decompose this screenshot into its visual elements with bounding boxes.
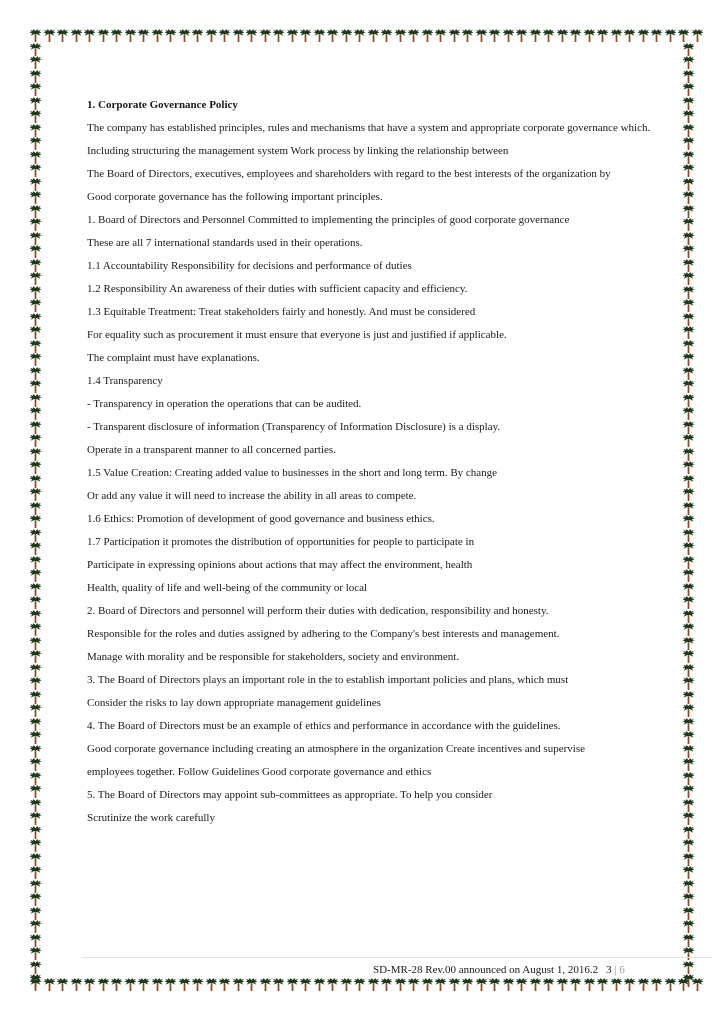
palm-tree-icon <box>502 29 516 43</box>
palm-tree-icon <box>29 515 43 529</box>
palm-tree-icon <box>394 978 408 992</box>
palm-tree-icon <box>178 978 192 992</box>
palm-tree-icon <box>29 151 43 165</box>
palm-tree-icon <box>70 29 84 43</box>
palm-tree-icon <box>29 704 43 718</box>
palm-tree-icon <box>137 29 151 43</box>
body-line: Responsible for the roles and duties assigned by adhering to the Company's best interests and management. <box>87 628 560 640</box>
palm-tree-icon <box>326 29 340 43</box>
footer-divider <box>82 957 712 958</box>
palm-tree-icon <box>29 43 43 57</box>
palm-tree-icon <box>380 29 394 43</box>
palm-tree-icon <box>29 29 43 43</box>
palm-tree-icon <box>56 29 70 43</box>
palm-tree-icon <box>232 978 246 992</box>
palm-tree-icon <box>29 124 43 138</box>
palm-tree-icon <box>29 529 43 543</box>
palm-tree-icon <box>367 29 381 43</box>
body-line: 1.5 Value Creation: Creating added value to businesses in the short and long term. By change <box>87 467 498 479</box>
palm-tree-icon <box>515 978 529 992</box>
palm-tree-icon <box>637 978 651 992</box>
palm-tree-icon <box>556 978 570 992</box>
palm-tree-icon <box>29 799 43 813</box>
palm-tree-icon <box>29 488 43 502</box>
palm-tree-icon <box>29 367 43 381</box>
palm-tree-icon <box>650 29 664 43</box>
palm-tree-icon <box>29 691 43 705</box>
palm-tree-icon <box>623 29 637 43</box>
palm-tree-icon <box>259 978 273 992</box>
palm-tree-icon <box>29 880 43 894</box>
palm-border-top <box>29 29 704 43</box>
palm-tree-icon <box>596 978 610 992</box>
palm-tree-icon <box>29 83 43 97</box>
palm-tree-icon <box>421 978 435 992</box>
palm-tree-icon <box>29 421 43 435</box>
body-line: These are all 7 international standards used in their operations. <box>87 237 363 249</box>
palm-tree-icon <box>29 934 43 948</box>
palm-tree-icon <box>569 29 583 43</box>
body-line: Health, quality of life and well-being of the community or local <box>87 582 368 594</box>
palm-tree-icon <box>29 164 43 178</box>
palm-tree-icon <box>461 978 475 992</box>
palm-tree-icon <box>137 978 151 992</box>
palm-tree-icon <box>29 812 43 826</box>
body-line: 2. Board of Directors and personnel will perform their duties with dedication, responsibility and honesty. <box>87 605 549 617</box>
palm-tree-icon <box>191 29 205 43</box>
palm-tree-icon <box>313 978 327 992</box>
palm-tree-icon <box>299 978 313 992</box>
palm-tree-icon <box>29 191 43 205</box>
body-line: 1.2 Responsibility An awareness of their duties with sufficient capacity and efficiency. <box>87 283 468 295</box>
palm-tree-icon <box>542 978 556 992</box>
body-line: Good corporate governance has the following important principles. <box>87 191 383 203</box>
body-line: 1. Board of Directors and Personnel Committed to implementing the principles of good corporate governance <box>87 214 570 226</box>
palm-tree-icon <box>682 920 696 934</box>
palm-tree-icon <box>682 880 696 894</box>
palm-tree-icon <box>29 907 43 921</box>
palm-tree-icon <box>677 978 691 992</box>
page-number-separator: | <box>614 964 617 976</box>
palm-tree-icon <box>610 978 624 992</box>
body-line: Or add any value it will need to increase the ability in all areas to compete. <box>87 490 417 502</box>
palm-tree-icon <box>664 29 678 43</box>
palm-tree-icon <box>232 29 246 43</box>
palm-tree-icon <box>448 29 462 43</box>
palm-tree-icon <box>151 29 165 43</box>
palm-tree-icon <box>29 434 43 448</box>
body-line: The complaint must have explanations. <box>87 352 260 364</box>
palm-tree-icon <box>43 29 57 43</box>
palm-tree-icon <box>29 218 43 232</box>
palm-tree-icon <box>29 866 43 880</box>
palm-tree-icon <box>29 286 43 300</box>
palm-tree-icon <box>29 556 43 570</box>
palm-tree-icon <box>29 826 43 840</box>
body-line: Consider the risks to lay down appropriate management guidelines <box>87 697 381 709</box>
palm-tree-icon <box>97 29 111 43</box>
palm-tree-icon <box>245 29 259 43</box>
palm-tree-icon <box>97 978 111 992</box>
palm-tree-icon <box>29 178 43 192</box>
palm-tree-icon <box>29 542 43 556</box>
palm-tree-icon <box>394 29 408 43</box>
palm-tree-icon <box>29 569 43 583</box>
palm-tree-icon <box>29 745 43 759</box>
palm-tree-icon <box>110 978 124 992</box>
palm-tree-icon <box>29 394 43 408</box>
page-number-current: 3 <box>606 964 612 976</box>
palm-tree-icon <box>677 29 691 43</box>
palm-tree-icon <box>29 596 43 610</box>
palm-tree-icon <box>461 29 475 43</box>
palm-tree-icon <box>29 448 43 462</box>
palm-tree-icon <box>340 978 354 992</box>
palm-tree-icon <box>205 978 219 992</box>
body-line: - Transparent disclosure of information (Transparency of Information Disclosure) is a display. <box>87 421 501 433</box>
palm-tree-icon <box>205 29 219 43</box>
palm-tree-icon <box>191 978 205 992</box>
palm-tree-icon <box>29 340 43 354</box>
palm-tree-icon <box>29 313 43 327</box>
palm-tree-icon <box>475 29 489 43</box>
palm-tree-icon <box>29 637 43 651</box>
palm-tree-icon <box>164 978 178 992</box>
palm-tree-icon <box>542 29 556 43</box>
palm-tree-icon <box>218 978 232 992</box>
body-line: employees together. Follow Guidelines Good corporate governance and ethics <box>87 766 432 778</box>
body-line: 1.1 Accountability Responsibility for decisions and performance of duties <box>87 260 412 272</box>
palm-tree-icon <box>110 29 124 43</box>
palm-tree-icon <box>682 70 696 84</box>
palm-tree-icon <box>650 978 664 992</box>
palm-tree-icon <box>434 29 448 43</box>
section-heading: 1. Corporate Governance Policy <box>87 99 238 111</box>
palm-tree-icon <box>353 29 367 43</box>
palm-tree-icon <box>83 29 97 43</box>
palm-tree-icon <box>29 718 43 732</box>
palm-tree-icon <box>502 978 516 992</box>
palm-tree-icon <box>124 978 138 992</box>
palm-tree-icon <box>29 947 43 961</box>
palm-tree-icon <box>29 677 43 691</box>
palm-tree-icon <box>515 29 529 43</box>
palm-tree-icon <box>610 29 624 43</box>
palm-tree-icon <box>286 29 300 43</box>
page-number-total: 6 <box>619 964 625 976</box>
palm-tree-icon <box>407 29 421 43</box>
body-line: Scrutinize the work carefully <box>87 812 215 824</box>
document-body <box>87 94 687 830</box>
palm-tree-icon <box>29 772 43 786</box>
palm-tree-icon <box>29 407 43 421</box>
palm-tree-icon <box>682 934 696 948</box>
palm-tree-icon <box>29 839 43 853</box>
palm-tree-icon <box>682 893 696 907</box>
palm-tree-icon <box>637 29 651 43</box>
palm-tree-icon <box>29 978 43 992</box>
body-line: 5. The Board of Directors may appoint sub-committees as appropriate. To help you consider <box>87 789 493 801</box>
palm-tree-icon <box>29 110 43 124</box>
palm-tree-icon <box>488 978 502 992</box>
body-line: 1.7 Participation it promotes the distribution of opportunities for people to participate in <box>87 536 475 548</box>
palm-tree-icon <box>313 29 327 43</box>
palm-tree-icon <box>488 29 502 43</box>
palm-tree-icon <box>682 907 696 921</box>
body-line: 1.6 Ethics: Promotion of development of good governance and business ethics. <box>87 513 435 525</box>
palm-tree-icon <box>682 866 696 880</box>
palm-tree-icon <box>29 785 43 799</box>
page-footer <box>373 963 625 977</box>
body-line: - Transparency in operation the operations that can be audited. <box>87 398 362 410</box>
palm-tree-icon <box>434 978 448 992</box>
palm-tree-icon <box>407 978 421 992</box>
palm-tree-icon <box>664 978 678 992</box>
palm-tree-icon <box>29 245 43 259</box>
palm-tree-icon <box>529 978 543 992</box>
palm-tree-icon <box>29 664 43 678</box>
palm-tree-icon <box>29 299 43 313</box>
palm-tree-icon <box>380 978 394 992</box>
body-line: 1.4 Transparency <box>87 375 163 387</box>
palm-tree-icon <box>29 583 43 597</box>
palm-tree-icon <box>29 650 43 664</box>
palm-tree-icon <box>682 43 696 57</box>
body-line: 1.3 Equitable Treatment: Treat stakeholders fairly and honestly. And must be considered <box>87 306 476 318</box>
palm-tree-icon <box>623 978 637 992</box>
palm-tree-icon <box>340 29 354 43</box>
palm-tree-icon <box>178 29 192 43</box>
palm-tree-icon <box>151 978 165 992</box>
palm-tree-icon <box>326 978 340 992</box>
palm-tree-icon <box>682 839 696 853</box>
palm-tree-icon <box>583 978 597 992</box>
palm-tree-icon <box>272 978 286 992</box>
palm-tree-icon <box>29 380 43 394</box>
palm-tree-icon <box>475 978 489 992</box>
palm-tree-icon <box>29 326 43 340</box>
body-line: Participate in expressing opinions about actions that may affect the environment, health <box>87 559 473 571</box>
body-line: Good corporate governance including creating an atmosphere in the organization Create incentives and supervise <box>87 743 585 755</box>
palm-tree-icon <box>29 758 43 772</box>
palm-tree-icon <box>421 29 435 43</box>
palm-tree-icon <box>29 97 43 111</box>
body-line: Manage with morality and be responsible for stakeholders, society and environment. <box>87 651 460 663</box>
palm-tree-icon <box>272 29 286 43</box>
body-line: 3. The Board of Directors plays an important role in the to establish important policies and plans, which must <box>87 674 569 686</box>
palm-tree-icon <box>164 29 178 43</box>
palm-tree-icon <box>299 29 313 43</box>
palm-border-bottom <box>29 978 704 992</box>
body-line: Including structuring the management system Work process by linking the relationship between <box>87 145 509 157</box>
palm-tree-icon <box>29 272 43 286</box>
palm-tree-icon <box>448 978 462 992</box>
palm-tree-icon <box>70 978 84 992</box>
body-line: For equality such as procurement it must ensure that everyone is just and justified if applicable. <box>87 329 507 341</box>
palm-tree-icon <box>29 205 43 219</box>
palm-tree-icon <box>691 978 705 992</box>
body-line: The company has established principles, rules and mechanisms that have a system and appropriate corporate governance which. <box>87 122 651 134</box>
palm-tree-icon <box>569 978 583 992</box>
palm-tree-icon <box>367 978 381 992</box>
palm-tree-icon <box>682 56 696 70</box>
palm-tree-icon <box>529 29 543 43</box>
palm-tree-icon <box>29 502 43 516</box>
palm-tree-icon <box>259 29 273 43</box>
palm-tree-icon <box>29 70 43 84</box>
body-line: The Board of Directors, executives, employees and shareholders with regard to the best interests of the organization by <box>87 168 611 180</box>
palm-tree-icon <box>556 29 570 43</box>
palm-tree-icon <box>29 56 43 70</box>
palm-tree-icon <box>29 475 43 489</box>
palm-tree-icon <box>29 461 43 475</box>
palm-tree-icon <box>29 259 43 273</box>
palm-tree-icon <box>29 623 43 637</box>
palm-tree-icon <box>682 961 696 975</box>
palm-tree-icon <box>29 137 43 151</box>
palm-tree-icon <box>43 978 57 992</box>
palm-tree-icon <box>682 853 696 867</box>
palm-tree-icon <box>29 353 43 367</box>
palm-tree-icon <box>83 978 97 992</box>
body-line: Operate in a transparent manner to all concerned parties. <box>87 444 336 456</box>
palm-tree-icon <box>29 961 43 975</box>
palm-tree-icon <box>29 610 43 624</box>
palm-tree-icon <box>218 29 232 43</box>
palm-tree-icon <box>596 29 610 43</box>
palm-tree-icon <box>29 731 43 745</box>
palm-tree-icon <box>353 978 367 992</box>
palm-tree-icon <box>286 978 300 992</box>
body-line: 4. The Board of Directors must be an example of ethics and performance in accordance with the guidelines. <box>87 720 561 732</box>
palm-tree-icon <box>682 947 696 961</box>
palm-tree-icon <box>29 893 43 907</box>
palm-tree-icon <box>29 920 43 934</box>
palm-tree-icon <box>245 978 259 992</box>
palm-tree-icon <box>583 29 597 43</box>
palm-tree-icon <box>691 29 705 43</box>
palm-border-left <box>29 43 43 988</box>
palm-tree-icon <box>29 232 43 246</box>
palm-tree-icon <box>29 853 43 867</box>
palm-tree-icon <box>124 29 138 43</box>
palm-tree-icon <box>56 978 70 992</box>
document-reference: SD-MR-28 Rev.00 announced on August 1, 2016.2 <box>373 964 599 976</box>
